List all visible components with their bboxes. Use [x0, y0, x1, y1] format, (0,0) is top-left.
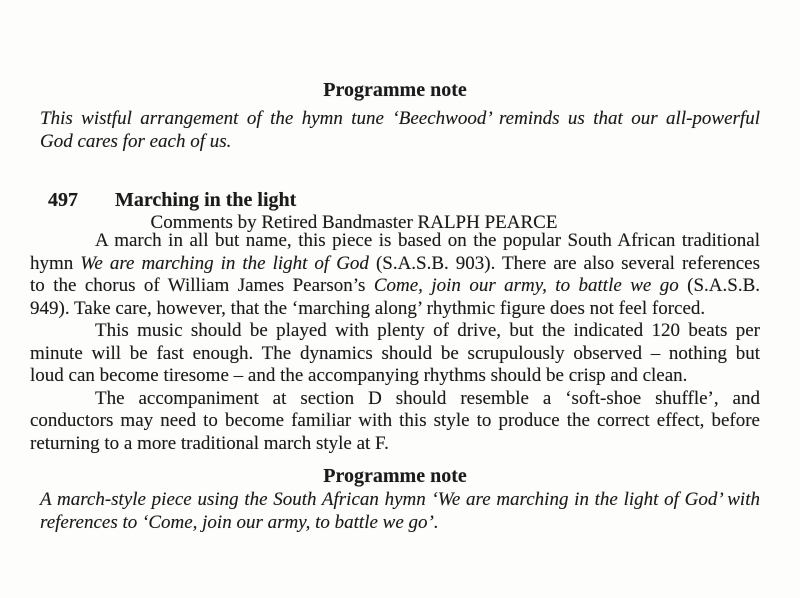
text-line [30, 343, 760, 366]
text-segment: 949). Take care, however, that the ‘marching along’ rhythmic figure does not feel forced. [30, 297, 706, 319]
text-line [30, 230, 760, 253]
text-line [30, 388, 760, 411]
text-line [40, 131, 760, 154]
work-heading [30, 188, 760, 213]
text-segment: loud can become tiresome – and the accompanying rhythms should be crisp and clean. [30, 365, 688, 386]
text-line [30, 410, 760, 433]
text-line [40, 108, 760, 131]
text-segment: Come, join our army, to battle we go [373, 275, 679, 296]
text-line [30, 298, 760, 321]
text-line [30, 365, 760, 388]
text-segment: This music should be played with plenty of drive, but the indicated 120 beats per [95, 320, 760, 341]
text-line [40, 512, 760, 535]
text-segment: (S.A.S.B. [678, 275, 761, 296]
programme-note-text-top [40, 108, 760, 153]
comments-byline: Comments by Retired Bandmaster RALPH PEARCE [150, 212, 558, 233]
programme-note-text-bottom [40, 489, 760, 534]
work-title: Marching in the light [115, 189, 297, 211]
text-segment: The accompaniment at section D should resemble a ‘soft-shoe shuffle’, and [95, 387, 760, 409]
text-segment: This wistful arrangement of the hymn tune ‘Beechwood’ reminds us that our all-powerful [40, 108, 760, 129]
programme-note-heading-top: Programme note [323, 79, 467, 101]
text-segment: conductors may need to become familiar with this style to produce the correct effect, before [30, 410, 760, 431]
text-segment: hymn [30, 252, 81, 274]
text-line [30, 320, 760, 343]
work-number: 497 [48, 189, 78, 211]
text-line [30, 433, 760, 456]
text-segment: A march-style piece using the South African hymn ‘We are marching in the light of God’ with [40, 489, 760, 510]
text-segment: God cares for each of us. [40, 130, 232, 152]
work-commentary [30, 230, 760, 455]
text-segment: references to ‘Come, join our army, to battle we go’. [40, 511, 439, 533]
text-segment: to the chorus of William James Pearson’s [30, 275, 374, 296]
text-segment: We are marching in the light of God [80, 252, 369, 274]
text-segment: returning to a more traditional march style at F. [30, 432, 389, 454]
programme-note-heading-bottom: Programme note [323, 465, 467, 487]
text-segment: minute will be fast enough. The dynamics should be scrupulously observed – nothing but [30, 342, 760, 364]
text-line [30, 253, 760, 276]
text-segment: (S.A.S.B. 903). There are also several references [368, 252, 761, 274]
text-line [30, 275, 760, 298]
text-segment: A march in all but name, this piece is based on the popular South African traditional [95, 230, 760, 251]
text-line [40, 489, 760, 512]
